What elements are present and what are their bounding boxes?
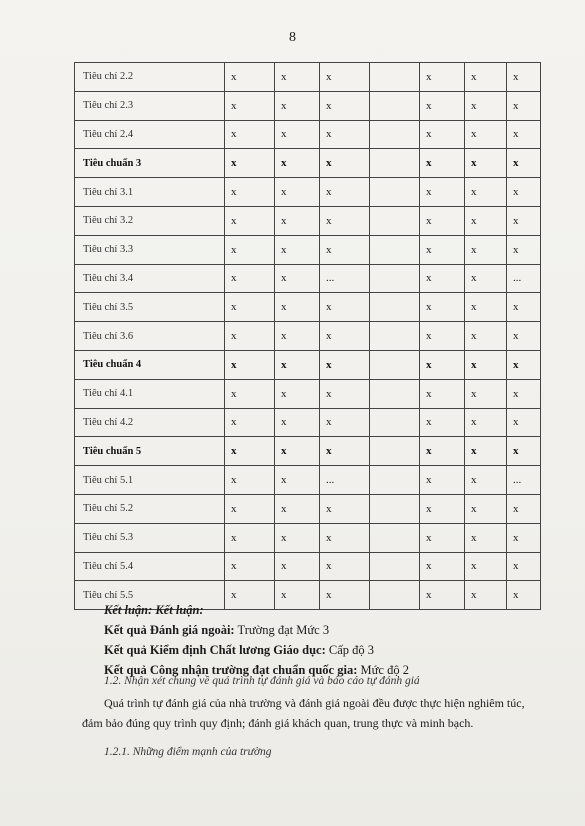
mark-cell: x xyxy=(275,149,320,178)
mark-cell: x xyxy=(275,408,320,437)
mark-cell: x xyxy=(320,581,370,610)
mark-cell: x xyxy=(420,437,465,466)
mark-cell xyxy=(370,293,420,322)
mark-cell: x xyxy=(275,178,320,207)
mark-cell: x xyxy=(507,235,541,264)
mark-cell: x xyxy=(225,149,275,178)
criterion-row xyxy=(75,523,541,552)
mark-cell: x xyxy=(420,408,465,437)
mark-cell: x xyxy=(507,91,541,120)
mark-cell: x xyxy=(465,466,507,495)
mark-cell: x xyxy=(465,408,507,437)
row-label: Tiêu chí 3.2 xyxy=(75,206,225,235)
mark-cell: x xyxy=(507,322,541,351)
row-label: Tiêu chuẩn 4 xyxy=(75,350,225,379)
mark-cell: x xyxy=(225,379,275,408)
mark-cell: x xyxy=(320,293,370,322)
mark-cell: x xyxy=(420,235,465,264)
row-label: Tiêu chí 3.4 xyxy=(75,264,225,293)
mark-cell: x xyxy=(507,437,541,466)
mark-cell: x xyxy=(420,91,465,120)
mark-cell: x xyxy=(507,149,541,178)
criterion-row xyxy=(75,235,541,264)
mark-cell xyxy=(370,235,420,264)
mark-cell: x xyxy=(507,120,541,149)
mark-cell: x xyxy=(420,466,465,495)
mark-cell: x xyxy=(225,466,275,495)
mark-cell: x xyxy=(420,63,465,92)
mark-cell: x xyxy=(507,408,541,437)
row-label: Tiêu chí 3.5 xyxy=(75,293,225,322)
mark-cell: x xyxy=(507,552,541,581)
external-evaluation-label: Kết quả Đánh giá ngoài: xyxy=(104,623,235,637)
mark-cell: x xyxy=(275,552,320,581)
mark-cell xyxy=(370,149,420,178)
mark-cell: x xyxy=(420,581,465,610)
mark-cell: x xyxy=(225,437,275,466)
row-label: Tiêu chí 5.4 xyxy=(75,552,225,581)
mark-cell: x xyxy=(225,523,275,552)
mark-cell: x xyxy=(420,264,465,293)
mark-cell: x xyxy=(507,206,541,235)
criterion-row xyxy=(75,379,541,408)
mark-cell: x xyxy=(225,178,275,207)
criterion-row xyxy=(75,63,541,92)
mark-cell: x xyxy=(225,91,275,120)
mark-cell xyxy=(370,466,420,495)
mark-cell: x xyxy=(225,120,275,149)
row-label: Tiêu chí 4.1 xyxy=(75,379,225,408)
mark-cell: x xyxy=(225,293,275,322)
mark-cell: x xyxy=(320,552,370,581)
mark-cell: x xyxy=(275,264,320,293)
row-label: Tiêu chuẩn 5 xyxy=(75,437,225,466)
row-label: Tiêu chí 2.4 xyxy=(75,120,225,149)
mark-cell: x xyxy=(420,120,465,149)
mark-cell: x xyxy=(320,120,370,149)
accreditation-label: Kết quả Kiểm định Chất lương Giáo dục: xyxy=(104,643,326,657)
criterion-row xyxy=(75,408,541,437)
mark-cell: x xyxy=(275,293,320,322)
mark-cell: x xyxy=(420,552,465,581)
standard-row xyxy=(75,437,541,466)
criterion-row xyxy=(75,206,541,235)
mark-cell: ... xyxy=(507,264,541,293)
mark-cell: x xyxy=(465,235,507,264)
mark-cell xyxy=(370,63,420,92)
section-1-2-1-title: 1.2.1. Những điểm mạnh của trường xyxy=(104,746,272,758)
mark-cell: x xyxy=(420,523,465,552)
mark-cell: x xyxy=(275,523,320,552)
mark-cell xyxy=(370,120,420,149)
mark-cell: x xyxy=(465,206,507,235)
conclusion-heading: Kết luận: Kết luận: xyxy=(104,603,204,617)
mark-cell: x xyxy=(320,235,370,264)
mark-cell: x xyxy=(507,178,541,207)
mark-cell: x xyxy=(420,206,465,235)
mark-cell: x xyxy=(420,178,465,207)
mark-cell: x xyxy=(465,293,507,322)
criterion-row xyxy=(75,322,541,351)
criterion-row xyxy=(75,120,541,149)
row-label: Tiêu chí 5.2 xyxy=(75,494,225,523)
row-label: Tiêu chí 3.6 xyxy=(75,322,225,351)
mark-cell: x xyxy=(225,264,275,293)
mark-cell: x xyxy=(320,91,370,120)
mark-cell: ... xyxy=(320,264,370,293)
mark-cell: x xyxy=(507,379,541,408)
mark-cell xyxy=(370,178,420,207)
accreditation-result xyxy=(104,640,409,660)
criterion-row xyxy=(75,293,541,322)
mark-cell: x xyxy=(225,235,275,264)
mark-cell: x xyxy=(275,91,320,120)
mark-cell: x xyxy=(465,437,507,466)
mark-cell: x xyxy=(465,149,507,178)
external-evaluation-result xyxy=(104,620,409,640)
mark-cell: x xyxy=(507,523,541,552)
mark-cell xyxy=(370,350,420,379)
mark-cell: x xyxy=(275,437,320,466)
criterion-row xyxy=(75,466,541,495)
mark-cell: x xyxy=(275,581,320,610)
mark-cell: x xyxy=(275,120,320,149)
mark-cell xyxy=(370,264,420,293)
mark-cell: x xyxy=(225,206,275,235)
external-evaluation-value: Trường đạt Mức 3 xyxy=(237,623,330,637)
mark-cell: x xyxy=(320,350,370,379)
mark-cell xyxy=(370,494,420,523)
mark-cell xyxy=(370,322,420,351)
national-standard-value: Mức độ 2 xyxy=(360,663,409,677)
mark-cell: x xyxy=(465,322,507,351)
section-1-2-title: 1.2. Nhận xét chung về quá trình tự đánh giá và báo cáo tự đánh giá xyxy=(104,675,420,687)
mark-cell: x xyxy=(465,523,507,552)
row-label: Tiêu chí 5.5 xyxy=(75,581,225,610)
mark-cell: x xyxy=(320,437,370,466)
mark-cell: x xyxy=(465,350,507,379)
page-number: 8 xyxy=(289,30,296,45)
criterion-row xyxy=(75,264,541,293)
criterion-row xyxy=(75,178,541,207)
mark-cell: x xyxy=(320,408,370,437)
standard-row xyxy=(75,149,541,178)
mark-cell: x xyxy=(320,149,370,178)
mark-cell: x xyxy=(465,120,507,149)
mark-cell: x xyxy=(320,494,370,523)
national-standard-label: Kết quả Công nhận trường đạt chuẩn quốc gia: xyxy=(104,663,358,677)
row-label: Tiêu chí 5.3 xyxy=(75,523,225,552)
criterion-row xyxy=(75,552,541,581)
mark-cell xyxy=(370,552,420,581)
mark-cell: x xyxy=(465,91,507,120)
mark-cell: x xyxy=(507,494,541,523)
mark-cell: x xyxy=(320,379,370,408)
mark-cell: ... xyxy=(320,466,370,495)
mark-cell: x xyxy=(275,494,320,523)
mark-cell: x xyxy=(275,350,320,379)
mark-cell: x xyxy=(507,581,541,610)
mark-cell: x xyxy=(507,350,541,379)
mark-cell: x xyxy=(465,63,507,92)
mark-cell: x xyxy=(225,408,275,437)
standard-row xyxy=(75,350,541,379)
mark-cell: x xyxy=(465,264,507,293)
mark-cell xyxy=(370,408,420,437)
mark-cell xyxy=(370,437,420,466)
mark-cell: x xyxy=(465,178,507,207)
mark-cell: x xyxy=(275,466,320,495)
mark-cell: x xyxy=(420,322,465,351)
mark-cell: x xyxy=(275,206,320,235)
accreditation-value: Cấp độ 3 xyxy=(328,643,375,657)
criteria-table-body xyxy=(75,63,541,610)
mark-cell: x xyxy=(225,322,275,351)
mark-cell xyxy=(370,379,420,408)
mark-cell xyxy=(370,206,420,235)
row-label: Tiêu chí 4.2 xyxy=(75,408,225,437)
row-label: Tiêu chí 2.3 xyxy=(75,91,225,120)
mark-cell: x xyxy=(420,350,465,379)
row-label: Tiêu chí 3.3 xyxy=(75,235,225,264)
mark-cell: x xyxy=(225,581,275,610)
mark-cell: x xyxy=(320,63,370,92)
mark-cell: x xyxy=(275,379,320,408)
mark-cell: x xyxy=(275,322,320,351)
mark-cell: x xyxy=(420,149,465,178)
criteria-table xyxy=(74,62,541,610)
mark-cell: x xyxy=(420,494,465,523)
row-label: Tiêu chuẩn 3 xyxy=(75,149,225,178)
mark-cell: x xyxy=(225,350,275,379)
mark-cell xyxy=(370,523,420,552)
mark-cell: x xyxy=(225,63,275,92)
row-label: Tiêu chí 2.2 xyxy=(75,63,225,92)
mark-cell: x xyxy=(320,322,370,351)
mark-cell: x xyxy=(465,552,507,581)
mark-cell: x xyxy=(465,581,507,610)
mark-cell: x xyxy=(320,206,370,235)
conclusion-block xyxy=(104,600,409,680)
mark-cell xyxy=(370,91,420,120)
mark-cell: x xyxy=(465,379,507,408)
criterion-row xyxy=(75,91,541,120)
mark-cell: x xyxy=(225,494,275,523)
mark-cell: x xyxy=(507,63,541,92)
row-label: Tiêu chí 3.1 xyxy=(75,178,225,207)
mark-cell: x xyxy=(420,293,465,322)
mark-cell: x xyxy=(320,178,370,207)
mark-cell: x xyxy=(275,235,320,264)
row-label: Tiêu chí 5.1 xyxy=(75,466,225,495)
mark-cell: x xyxy=(320,523,370,552)
mark-cell: x xyxy=(225,552,275,581)
mark-cell: ... xyxy=(507,466,541,495)
mark-cell: x xyxy=(275,63,320,92)
mark-cell: x xyxy=(465,494,507,523)
mark-cell: x xyxy=(507,293,541,322)
mark-cell: x xyxy=(420,379,465,408)
process-paragraph: Quá trình tự đánh giá của nhà trường và đánh giá ngoài đều được thực hiện nghiêm túc, đảm bảo đúng quy trình quy định; đánh giá khách quan, trung thực và minh bạch. xyxy=(82,696,525,730)
criterion-row xyxy=(75,494,541,523)
